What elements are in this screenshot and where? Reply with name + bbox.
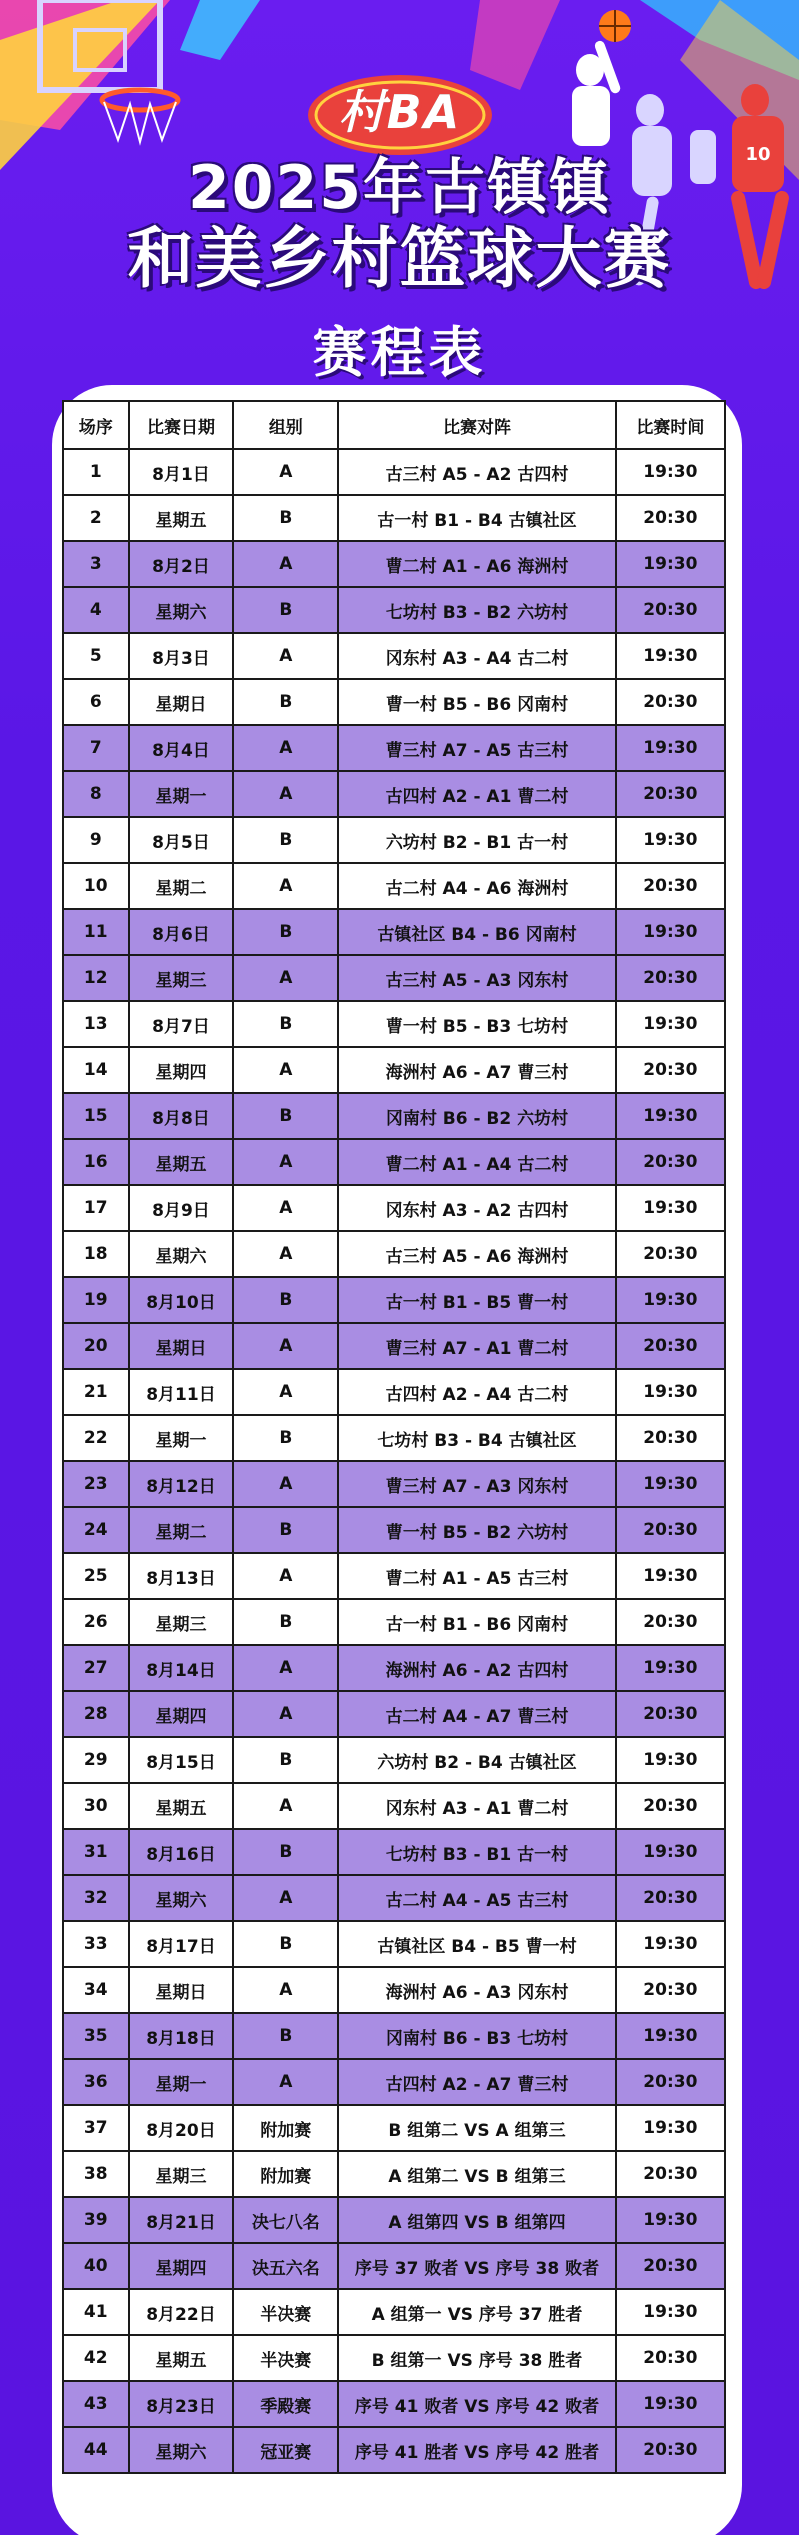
match-time-cell: 20:30 [616, 495, 725, 541]
match-time-cell: 20:30 [616, 1875, 725, 1921]
matchup-cell: 古一村 B1 - B6 冈南村 [338, 1599, 615, 1645]
svg-text:10: 10 [745, 144, 771, 165]
table-row [63, 1277, 725, 1323]
match-group-cell: A [233, 1231, 338, 1277]
match-group-cell: B [233, 1829, 338, 1875]
table-row [63, 2243, 725, 2289]
match-group-cell: B [233, 1737, 338, 1783]
match-date-cell: 8月23日 [129, 2381, 234, 2427]
table-row [63, 2151, 725, 2197]
match-date-cell: 星期三 [129, 2151, 234, 2197]
match-time-cell: 19:30 [616, 725, 725, 771]
match-number-cell: 44 [63, 2427, 129, 2473]
match-group-cell: B [233, 817, 338, 863]
match-time-cell: 19:30 [616, 449, 725, 495]
table-row [63, 1001, 725, 1047]
match-group-cell: B [233, 587, 338, 633]
match-time-cell: 20:30 [616, 2151, 725, 2197]
match-group-cell: A [233, 1691, 338, 1737]
match-number-cell: 35 [63, 2013, 129, 2059]
match-number-cell: 20 [63, 1323, 129, 1369]
match-time-cell: 20:30 [616, 1139, 725, 1185]
match-number-cell: 18 [63, 1231, 129, 1277]
match-number-cell: 25 [63, 1553, 129, 1599]
match-date-cell: 8月17日 [129, 1921, 234, 1967]
match-time-cell: 19:30 [616, 1645, 725, 1691]
match-date-cell: 8月3日 [129, 633, 234, 679]
table-row [63, 541, 725, 587]
match-group-cell: B [233, 2013, 338, 2059]
match-time-cell: 19:30 [616, 2105, 725, 2151]
title-line-1: 2025年古镇镇 [188, 153, 611, 223]
matchup-cell: 曹三村 A7 - A1 曹二村 [338, 1323, 615, 1369]
match-group-cell: A [233, 1875, 338, 1921]
logo-text: 村BA [338, 85, 462, 139]
table-row [63, 1875, 725, 1921]
table-row [63, 1783, 725, 1829]
table-row [63, 449, 725, 495]
table-row [63, 587, 725, 633]
match-group-cell: A [233, 1185, 338, 1231]
table-row [63, 1461, 725, 1507]
match-group-cell: A [233, 1461, 338, 1507]
matchup-cell: 古一村 B1 - B5 曹一村 [338, 1277, 615, 1323]
match-number-cell: 34 [63, 1967, 129, 2013]
column-header-no: 场序 [63, 401, 129, 449]
match-time-cell: 19:30 [616, 2197, 725, 2243]
match-group-cell: B [233, 1507, 338, 1553]
match-date-cell: 8月2日 [129, 541, 234, 587]
table-row [63, 1507, 725, 1553]
matchup-cell: 古四村 A2 - A7 曹三村 [338, 2059, 615, 2105]
match-group-cell: A [233, 1139, 338, 1185]
match-date-cell: 星期日 [129, 1323, 234, 1369]
match-number-cell: 3 [63, 541, 129, 587]
match-date-cell: 8月5日 [129, 817, 234, 863]
match-date-cell: 8月18日 [129, 2013, 234, 2059]
matchup-cell: 古三村 A5 - A2 古四村 [338, 449, 615, 495]
match-time-cell: 19:30 [616, 1461, 725, 1507]
table-row [63, 633, 725, 679]
match-date-cell: 星期一 [129, 2059, 234, 2105]
match-date-cell: 星期二 [129, 863, 234, 909]
match-date-cell: 星期二 [129, 1507, 234, 1553]
column-header-time: 比赛时间 [616, 401, 725, 449]
match-time-cell: 20:30 [616, 1415, 725, 1461]
matchup-cell: 冈东村 A3 - A2 古四村 [338, 1185, 615, 1231]
match-date-cell: 8月1日 [129, 449, 234, 495]
schedule-table [62, 400, 726, 2474]
match-group-cell: 半决赛 [233, 2289, 338, 2335]
match-time-cell: 19:30 [616, 2381, 725, 2427]
match-group-cell: A [233, 1323, 338, 1369]
table-row [63, 2427, 725, 2473]
match-number-cell: 23 [63, 1461, 129, 1507]
matchup-cell: 序号 41 败者 VS 序号 42 败者 [338, 2381, 615, 2427]
match-time-cell: 20:30 [616, 2243, 725, 2289]
table-row [63, 1921, 725, 1967]
match-number-cell: 4 [63, 587, 129, 633]
match-group-cell: 季殿赛 [233, 2381, 338, 2427]
match-number-cell: 41 [63, 2289, 129, 2335]
match-time-cell: 20:30 [616, 1599, 725, 1645]
match-time-cell: 19:30 [616, 2013, 725, 2059]
match-group-cell: A [233, 955, 338, 1001]
match-number-cell: 11 [63, 909, 129, 955]
column-header-match: 比赛对阵 [338, 401, 615, 449]
matchup-cell: A 组第四 VS B 组第四 [338, 2197, 615, 2243]
matchup-cell: 曹三村 A7 - A3 冈东村 [338, 1461, 615, 1507]
match-number-cell: 16 [63, 1139, 129, 1185]
table-row [63, 1829, 725, 1875]
match-time-cell: 19:30 [616, 1369, 725, 1415]
table-row [63, 2289, 725, 2335]
match-date-cell: 8月7日 [129, 1001, 234, 1047]
match-group-cell: B [233, 495, 338, 541]
match-time-cell: 19:30 [616, 633, 725, 679]
match-time-cell: 20:30 [616, 955, 725, 1001]
match-number-cell: 36 [63, 2059, 129, 2105]
match-time-cell: 20:30 [616, 2059, 725, 2105]
match-number-cell: 14 [63, 1047, 129, 1093]
match-time-cell: 19:30 [616, 1001, 725, 1047]
match-number-cell: 24 [63, 1507, 129, 1553]
matchup-cell: 古二村 A4 - A6 海洲村 [338, 863, 615, 909]
match-group-cell: B [233, 1599, 338, 1645]
match-group-cell: 决七八名 [233, 2197, 338, 2243]
match-time-cell: 19:30 [616, 1277, 725, 1323]
matchup-cell: 古三村 A5 - A6 海洲村 [338, 1231, 615, 1277]
match-date-cell: 8月21日 [129, 2197, 234, 2243]
match-date-cell: 星期一 [129, 1415, 234, 1461]
match-group-cell: B [233, 1093, 338, 1139]
match-date-cell: 8月9日 [129, 1185, 234, 1231]
matchup-cell: 古一村 B1 - B4 古镇社区 [338, 495, 615, 541]
match-number-cell: 9 [63, 817, 129, 863]
match-time-cell: 20:30 [616, 1047, 725, 1093]
match-number-cell: 7 [63, 725, 129, 771]
match-number-cell: 8 [63, 771, 129, 817]
match-group-cell: A [233, 1645, 338, 1691]
match-group-cell: A [233, 1783, 338, 1829]
column-header-group: 组别 [233, 401, 338, 449]
match-number-cell: 39 [63, 2197, 129, 2243]
matchup-cell: 古镇社区 B4 - B5 曹一村 [338, 1921, 615, 1967]
matchup-cell: 海洲村 A6 - A2 古四村 [338, 1645, 615, 1691]
match-date-cell: 星期日 [129, 1967, 234, 2013]
matchup-cell: 古二村 A4 - A7 曹三村 [338, 1691, 615, 1737]
match-number-cell: 29 [63, 1737, 129, 1783]
matchup-cell: 曹一村 B5 - B3 七坊村 [338, 1001, 615, 1047]
match-date-cell: 8月8日 [129, 1093, 234, 1139]
match-group-cell: B [233, 1921, 338, 1967]
table-row [63, 1369, 725, 1415]
table-row [63, 1415, 725, 1461]
matchup-cell: 古四村 A2 - A1 曹二村 [338, 771, 615, 817]
match-date-cell: 8月11日 [129, 1369, 234, 1415]
match-time-cell: 20:30 [616, 1967, 725, 2013]
match-time-cell: 20:30 [616, 771, 725, 817]
match-number-cell: 32 [63, 1875, 129, 1921]
match-date-cell: 8月10日 [129, 1277, 234, 1323]
match-number-cell: 13 [63, 1001, 129, 1047]
match-number-cell: 30 [63, 1783, 129, 1829]
matchup-cell: 六坊村 B2 - B4 古镇社区 [338, 1737, 615, 1783]
schedule-subtitle: 赛程表 [312, 321, 487, 384]
matchup-cell: 七坊村 B3 - B1 古一村 [338, 1829, 615, 1875]
table-row [63, 955, 725, 1001]
table-row [63, 1139, 725, 1185]
match-time-cell: 20:30 [616, 1507, 725, 1553]
match-number-cell: 38 [63, 2151, 129, 2197]
match-number-cell: 12 [63, 955, 129, 1001]
match-group-cell: B [233, 1415, 338, 1461]
matchup-cell: 海洲村 A6 - A3 冈东村 [338, 1967, 615, 2013]
table-row [63, 1047, 725, 1093]
matchup-cell: 六坊村 B2 - B1 古一村 [338, 817, 615, 863]
match-date-cell: 星期一 [129, 771, 234, 817]
match-date-cell: 8月12日 [129, 1461, 234, 1507]
matchup-cell: 古三村 A5 - A3 冈东村 [338, 955, 615, 1001]
match-date-cell: 星期六 [129, 587, 234, 633]
match-number-cell: 10 [63, 863, 129, 909]
table-row [63, 1093, 725, 1139]
match-date-cell: 8月15日 [129, 1737, 234, 1783]
match-number-cell: 5 [63, 633, 129, 679]
match-group-cell: 附加赛 [233, 2105, 338, 2151]
table-row [63, 909, 725, 955]
match-time-cell: 20:30 [616, 2335, 725, 2381]
match-group-cell: A [233, 1553, 338, 1599]
match-number-cell: 22 [63, 1415, 129, 1461]
matchup-cell: 冈南村 B6 - B3 七坊村 [338, 2013, 615, 2059]
match-group-cell: B [233, 1277, 338, 1323]
table-row [63, 1967, 725, 2013]
match-number-cell: 37 [63, 2105, 129, 2151]
match-time-cell: 19:30 [616, 909, 725, 955]
match-time-cell: 20:30 [616, 1783, 725, 1829]
match-time-cell: 19:30 [616, 1553, 725, 1599]
match-date-cell: 8月6日 [129, 909, 234, 955]
match-date-cell: 8月22日 [129, 2289, 234, 2335]
match-number-cell: 26 [63, 1599, 129, 1645]
table-row [63, 863, 725, 909]
match-group-cell: 决五六名 [233, 2243, 338, 2289]
match-time-cell: 20:30 [616, 863, 725, 909]
matchup-cell: 曹三村 A7 - A5 古三村 [338, 725, 615, 771]
matchup-cell: 曹一村 B5 - B2 六坊村 [338, 1507, 615, 1553]
match-group-cell: A [233, 1369, 338, 1415]
match-number-cell: 43 [63, 2381, 129, 2427]
table-header-row [63, 401, 725, 449]
table-row [63, 2197, 725, 2243]
matchup-cell: 七坊村 B3 - B4 古镇社区 [338, 1415, 615, 1461]
match-number-cell: 42 [63, 2335, 129, 2381]
match-number-cell: 2 [63, 495, 129, 541]
table-row [63, 2013, 725, 2059]
match-date-cell: 星期四 [129, 1691, 234, 1737]
match-time-cell: 20:30 [616, 1231, 725, 1277]
table-row [63, 1599, 725, 1645]
match-number-cell: 15 [63, 1093, 129, 1139]
matchup-cell: 七坊村 B3 - B2 六坊村 [338, 587, 615, 633]
match-number-cell: 27 [63, 1645, 129, 1691]
table-row [63, 1645, 725, 1691]
match-date-cell: 8月13日 [129, 1553, 234, 1599]
match-number-cell: 31 [63, 1829, 129, 1875]
match-group-cell: A [233, 541, 338, 587]
match-group-cell: 冠亚赛 [233, 2427, 338, 2473]
match-number-cell: 40 [63, 2243, 129, 2289]
match-group-cell: 半决赛 [233, 2335, 338, 2381]
table-row [63, 2105, 725, 2151]
matchup-cell: 曹二村 A1 - A4 古二村 [338, 1139, 615, 1185]
matchup-cell: 曹二村 A1 - A5 古三村 [338, 1553, 615, 1599]
match-date-cell: 星期六 [129, 1875, 234, 1921]
match-number-cell: 28 [63, 1691, 129, 1737]
match-time-cell: 20:30 [616, 587, 725, 633]
table-row [63, 679, 725, 725]
match-time-cell: 20:30 [616, 2427, 725, 2473]
table-row [63, 1737, 725, 1783]
match-group-cell: A [233, 1047, 338, 1093]
match-group-cell: A [233, 863, 338, 909]
column-header-date: 比赛日期 [129, 401, 234, 449]
match-group-cell: B [233, 909, 338, 955]
matchup-cell: 曹一村 B5 - B6 冈南村 [338, 679, 615, 725]
table-row [63, 2381, 725, 2427]
table-row [63, 2335, 725, 2381]
matchup-cell: A 组第二 VS B 组第三 [338, 2151, 615, 2197]
match-date-cell: 星期三 [129, 955, 234, 1001]
match-date-cell: 8月4日 [129, 725, 234, 771]
match-date-cell: 星期五 [129, 495, 234, 541]
matchup-cell: 古二村 A4 - A5 古三村 [338, 1875, 615, 1921]
match-date-cell: 8月16日 [129, 1829, 234, 1875]
match-time-cell: 20:30 [616, 1323, 725, 1369]
match-time-cell: 20:30 [616, 1691, 725, 1737]
match-group-cell: A [233, 725, 338, 771]
match-number-cell: 1 [63, 449, 129, 495]
match-date-cell: 星期三 [129, 1599, 234, 1645]
table-row [63, 1323, 725, 1369]
match-group-cell: A [233, 1967, 338, 2013]
match-time-cell: 19:30 [616, 1921, 725, 1967]
matchup-cell: 曹二村 A1 - A6 海洲村 [338, 541, 615, 587]
match-number-cell: 17 [63, 1185, 129, 1231]
table-row [63, 817, 725, 863]
matchup-cell: B 组第一 VS 序号 38 胜者 [338, 2335, 615, 2381]
matchup-cell: 序号 37 败者 VS 序号 38 败者 [338, 2243, 615, 2289]
matchup-cell: 冈南村 B6 - B2 六坊村 [338, 1093, 615, 1139]
match-group-cell: A [233, 2059, 338, 2105]
title-line-2: 和美乡村篮球大赛 [127, 220, 672, 297]
match-time-cell: 20:30 [616, 679, 725, 725]
match-group-cell: B [233, 1001, 338, 1047]
table-row [63, 1231, 725, 1277]
match-date-cell: 星期五 [129, 1783, 234, 1829]
match-time-cell: 19:30 [616, 1829, 725, 1875]
matchup-cell: 古镇社区 B4 - B6 冈南村 [338, 909, 615, 955]
matchup-cell: A 组第一 VS 序号 37 胜者 [338, 2289, 615, 2335]
match-date-cell: 星期六 [129, 1231, 234, 1277]
matchup-cell: 冈东村 A3 - A1 曹二村 [338, 1783, 615, 1829]
matchup-cell: 古四村 A2 - A4 古二村 [338, 1369, 615, 1415]
table-row [63, 771, 725, 817]
table-row [63, 725, 725, 771]
match-time-cell: 19:30 [616, 1737, 725, 1783]
match-date-cell: 8月20日 [129, 2105, 234, 2151]
match-date-cell: 星期五 [129, 2335, 234, 2381]
match-number-cell: 19 [63, 1277, 129, 1323]
match-date-cell: 8月14日 [129, 1645, 234, 1691]
table-row [63, 1553, 725, 1599]
match-time-cell: 19:30 [616, 541, 725, 587]
match-group-cell: B [233, 679, 338, 725]
match-date-cell: 星期六 [129, 2427, 234, 2473]
match-date-cell: 星期四 [129, 2243, 234, 2289]
match-date-cell: 星期五 [129, 1139, 234, 1185]
matchup-cell: 冈东村 A3 - A4 古二村 [338, 633, 615, 679]
match-group-cell: 附加赛 [233, 2151, 338, 2197]
match-number-cell: 21 [63, 1369, 129, 1415]
match-time-cell: 19:30 [616, 2289, 725, 2335]
match-group-cell: A [233, 449, 338, 495]
matchup-cell: 序号 41 胜者 VS 序号 42 胜者 [338, 2427, 615, 2473]
schedule-body [63, 449, 725, 2473]
table-row [63, 2059, 725, 2105]
table-row [63, 1185, 725, 1231]
match-date-cell: 星期日 [129, 679, 234, 725]
table-row [63, 495, 725, 541]
table-row [63, 1691, 725, 1737]
match-number-cell: 6 [63, 679, 129, 725]
match-time-cell: 19:30 [616, 1185, 725, 1231]
match-group-cell: A [233, 633, 338, 679]
hero-banner [0, 0, 799, 390]
match-number-cell: 33 [63, 1921, 129, 1967]
match-group-cell: A [233, 771, 338, 817]
matchup-cell: 海洲村 A6 - A7 曹三村 [338, 1047, 615, 1093]
match-time-cell: 19:30 [616, 817, 725, 863]
matchup-cell: B 组第二 VS A 组第三 [338, 2105, 615, 2151]
match-date-cell: 星期四 [129, 1047, 234, 1093]
match-time-cell: 19:30 [616, 1093, 725, 1139]
